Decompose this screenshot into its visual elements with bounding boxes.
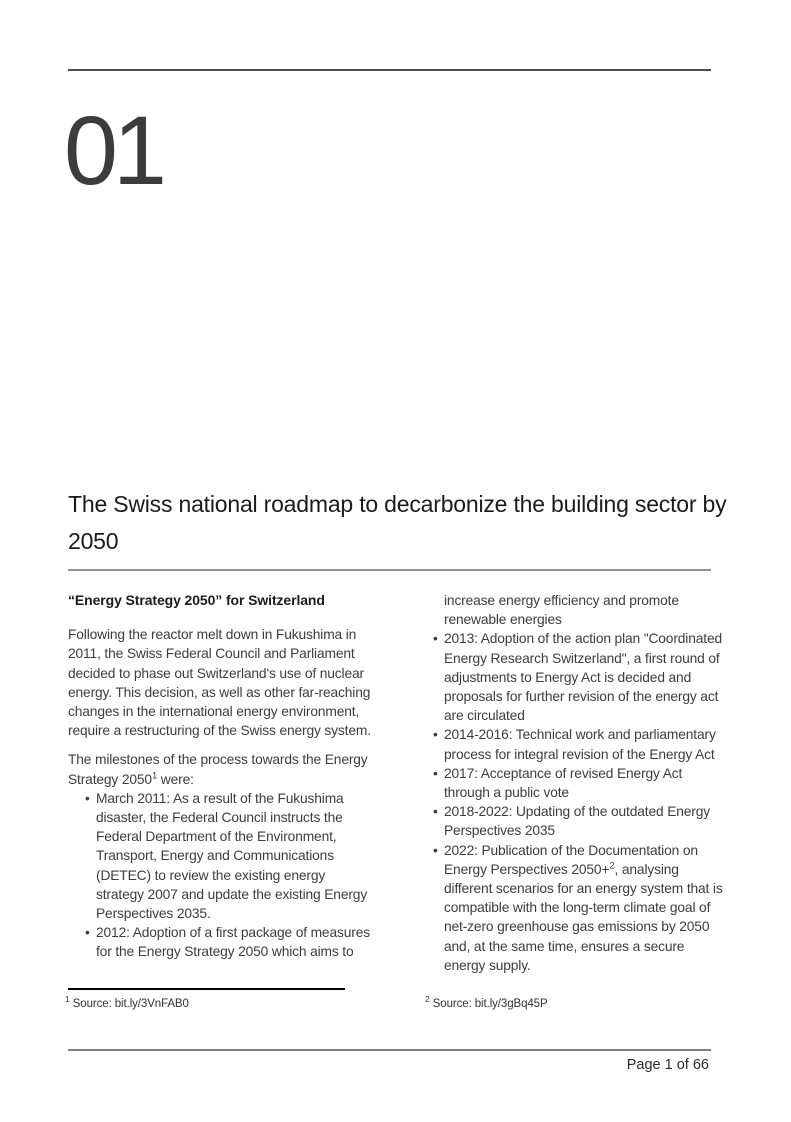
footnote-2-marker: 2	[425, 994, 430, 1005]
footnote-ref-1: 1	[151, 770, 158, 782]
paragraph-fukushima: Following the reactor melt down in Fukushima in 2011, the Swiss Federal Council and Parliament decided to phase out Switzerland's use of nuclear energy. This decision, as well as other far-reaching changes in the international energy environment, require a restructuring of the Swiss energy system.	[68, 627, 371, 739]
footnote-2	[413, 994, 720, 1012]
footnote-separator	[68, 988, 345, 990]
list-item-2017: • 2017: Acceptance of revised Energy Act through a public vote	[416, 764, 723, 802]
body-columns	[68, 591, 730, 975]
item-2022-text: 2022: Publication of the Documentation on Energy Perspectives 2050+	[444, 842, 698, 877]
list-item-2014-2016: • 2014-2016: Technical work and parliamentary process for integral revision of the Energy Act	[416, 725, 723, 763]
page-title: The Swiss national roadmap to decarbonize the building sector by 2050	[68, 491, 727, 554]
list-item-2012: • 2012: Adoption of a first package of measures for the Energy Strategy 2050 which aims to	[68, 923, 375, 961]
footnote-1-marker: 1	[65, 994, 70, 1005]
top-rule	[68, 69, 711, 71]
bullet-continuation-text: increase energy efficiency and promote renewable energies	[444, 593, 679, 628]
paragraph-milestones	[68, 750, 375, 788]
left-column	[68, 591, 375, 975]
item-2022-text-tail: , analysing different scenarios for an energy system that is compatible with the long-term climate goal of net-zero greenhouse gas emissions by 2050 and, at the same time, ensures a secure energy supply.	[444, 861, 723, 973]
right-column	[416, 591, 723, 975]
footnote-2-text: Source: bit.ly/3gBq45P	[429, 998, 548, 1010]
list-item-2022	[416, 841, 723, 975]
chapter-number: 01	[64, 96, 162, 205]
list-item-2018-2022: • 2018-2022: Updating of the outdated Energy Perspectives 2035	[416, 802, 723, 840]
list-item-2013: • 2013: Adoption of the action plan "Coordinated Energy Research Switzerland", a first round of adjustments to Energy Act is decided and proposals for further revision of the energy act are circulated	[416, 629, 723, 725]
milestone-list-right	[416, 629, 723, 975]
footnotes-section	[65, 988, 727, 1012]
footnote-1	[65, 994, 372, 1012]
title-divider-rule	[68, 569, 711, 571]
milestones-text-tail: were:	[157, 771, 194, 787]
footnote-row	[65, 994, 727, 1012]
footnote-1-text: Source: bit.ly/3VnFAB0	[69, 998, 189, 1010]
page-number: Page 1 of 66	[626, 1057, 709, 1073]
milestone-list-left	[68, 789, 375, 962]
footer-rule	[68, 1049, 711, 1051]
list-item-march-2011: • March 2011: As a result of the Fukushima disaster, the Federal Council instructs the Federal Department of the Environment, Transport, Energy and Communications (DETEC) to review the existing energy strategy 2007 and update the existing Energy Perspectives 2035.	[68, 789, 375, 923]
footnote-ref-2: 2	[609, 860, 615, 872]
milestones-text: The milestones of the process towards the Energy Strategy 2050	[68, 752, 368, 787]
section-heading: “Energy Strategy 2050” for Switzerland	[68, 592, 325, 608]
